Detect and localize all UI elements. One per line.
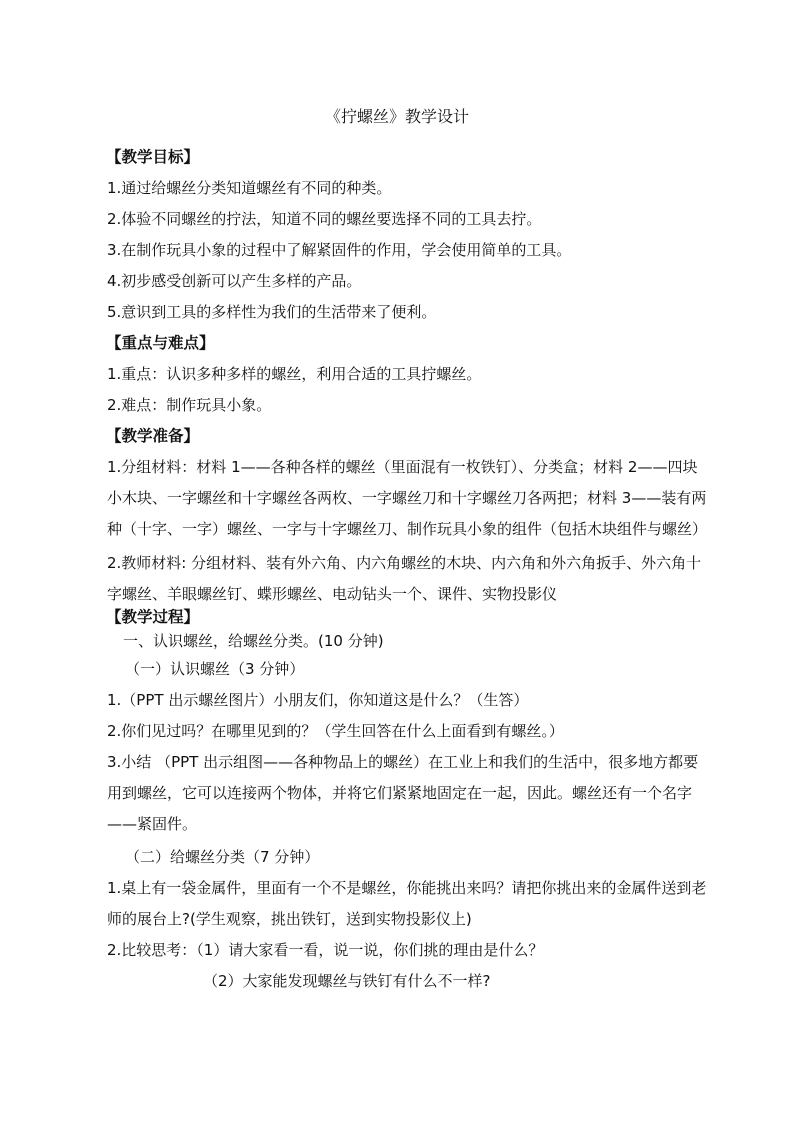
document-body — [107, 142, 707, 997]
process-subsection-1: （一）认识螺丝（3 分钟） — [125, 660, 305, 678]
section-heading-process: 【教学过程】 — [106, 608, 200, 626]
goal-item-4: 4.初步感受创新可以产生多样的产品。 — [107, 272, 362, 290]
process-item-2-3: （2）大家能发现螺丝与铁钉有什么不一样? — [203, 972, 491, 990]
process-item-1-3: 3.小结 （PPT 出示组图——各种物品上的螺丝）在工业上和我们的生活中，很多地方都要用到螺丝，它可以连接两个物体，并将它们紧紧地固定在一起，因此。螺丝还有一个名字——紧固件。 — [107, 753, 699, 833]
document-title: 《拧螺丝》教学设计 — [324, 107, 469, 126]
process-part-1: 一、认识螺丝，给螺丝分类。(10 分钟) — [123, 632, 384, 650]
key-point-item-1: 1.重点：认识多种多样的螺丝，利用合适的工具拧螺丝。 — [107, 365, 482, 383]
goal-item-2: 2.体验不同螺丝的拧法，知道不同的螺丝要选择不同的工具去拧。 — [107, 210, 542, 228]
section-heading-key-points: 【重点与难点】 — [106, 334, 215, 352]
process-item-2-1: 1.桌上有一袋金属件，里面有一个不是螺丝，你能挑出来吗？请把你挑出来的金属件送到老师的展台上?(学生观察，挑出铁钉，送到实物投影仪上) — [107, 879, 707, 928]
goal-item-5: 5.意识到工具的多样性为我们的生活带来了便利。 — [107, 303, 437, 321]
goal-item-3: 3.在制作玩具小象的过程中了解紧固件的作用，学会使用简单的工具。 — [107, 241, 572, 259]
process-subsection-2: （二）给螺丝分类（7 分钟） — [125, 848, 320, 866]
process-item-1-2: 2.你们见过吗？在哪里见到的？（学生回答在什么上面看到有螺丝。） — [107, 722, 564, 740]
key-point-item-2: 2.难点：制作玩具小象。 — [107, 396, 272, 414]
section-heading-preparation: 【教学准备】 — [106, 427, 200, 445]
process-item-1-1: 1.（PPT 出示螺丝图片）小朋友们，你知道这是什么？（生答） — [107, 691, 529, 709]
goal-item-1: 1.通过给螺丝分类知道螺丝有不同的种类。 — [107, 179, 392, 197]
preparation-item-2: 2.教师材料: 分组材料、装有外六角、内六角螺丝的木块、内六角和外六角扳手、外六角十字螺丝、羊眼螺丝钉、蝶形螺丝、电动钻头一个、课件、实物投影仪 — [107, 554, 702, 603]
preparation-item-1: 1.分组材料：材料 1——各种各样的螺丝（里面混有一枚铁钉）、分类盒；材料 2——四块小木块、一字螺丝和十字螺丝各两枚、一字螺丝刀和十字螺丝刀各两把；材料 3——装有两种（十字、一字）螺丝、一字与十字螺丝刀、制作玩具小象的组件（包括木块组件与螺丝） — [107, 458, 708, 538]
section-heading-goals: 【教学目标】 — [106, 148, 200, 166]
process-item-2-2: 2.比较思考：（1）请大家看一看，说一说，你们挑的理由是什么？ — [107, 941, 544, 959]
